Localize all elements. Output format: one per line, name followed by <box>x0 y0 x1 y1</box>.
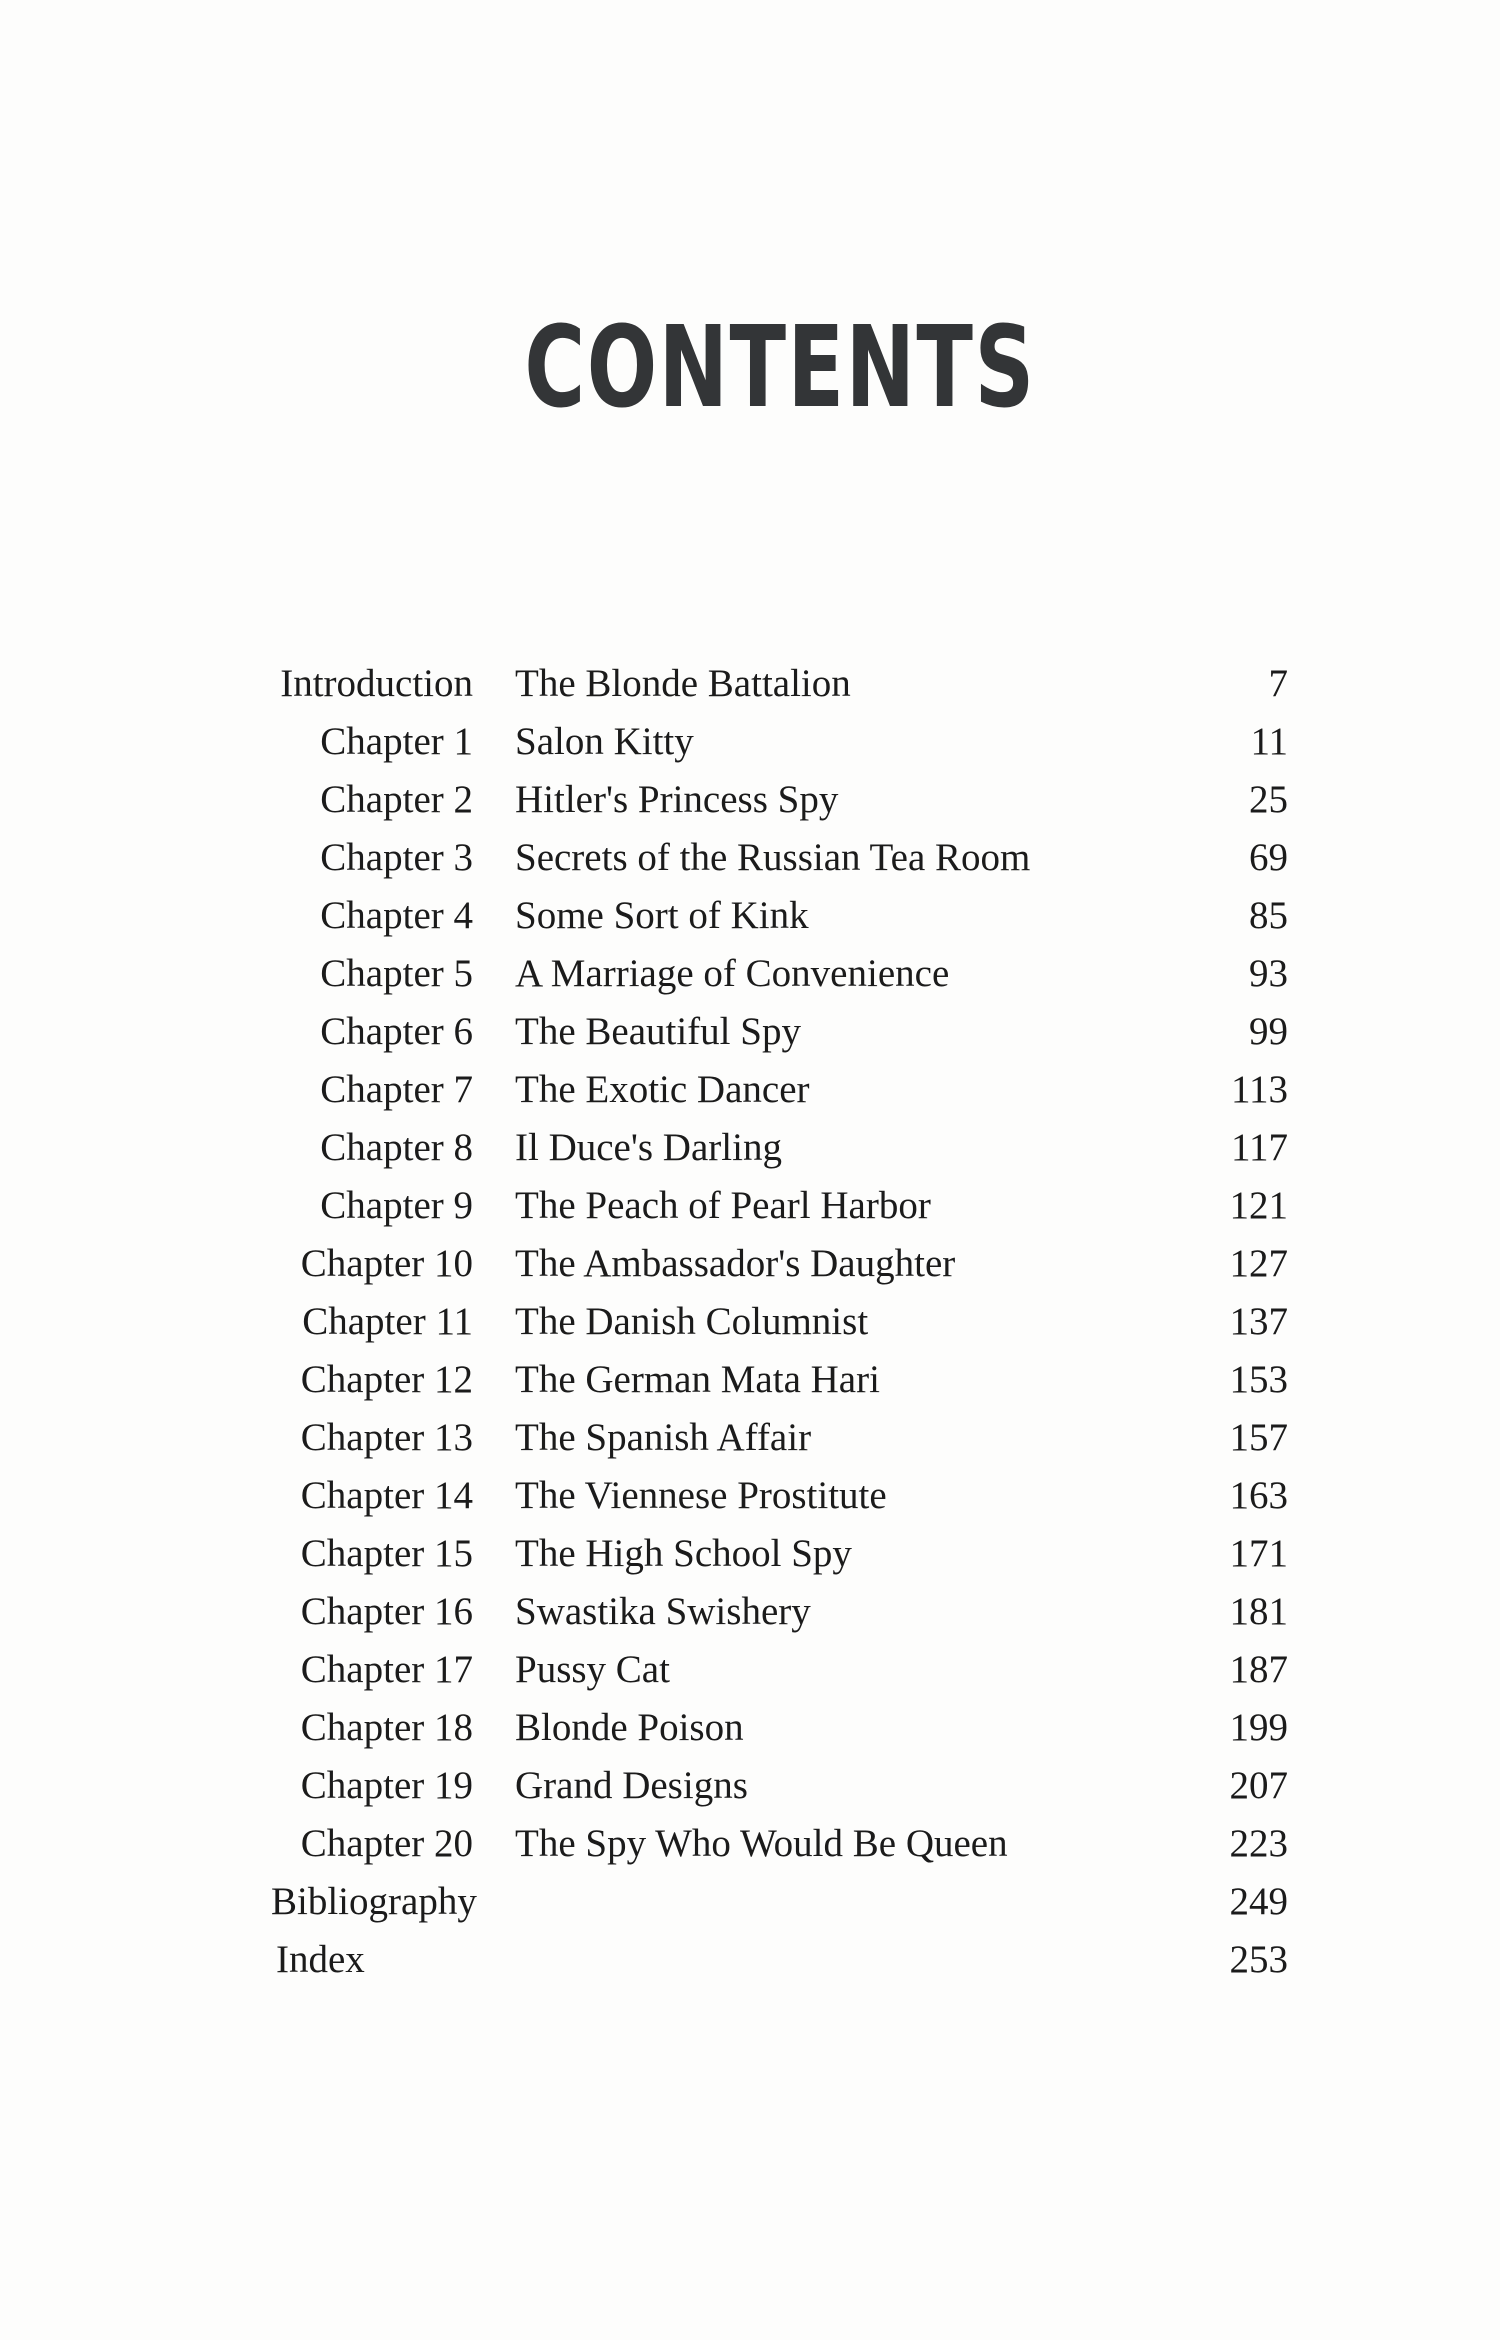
toc-entry-chapter-14[interactable] <box>0 1467 1500 1525</box>
entry-label: Chapter 17 <box>300 1648 473 1691</box>
entry-title: Salon Kitty <box>515 720 694 763</box>
entry-page-number: 93 <box>1249 952 1288 995</box>
toc-entry-chapter-4[interactable] <box>0 887 1500 945</box>
entry-label: Chapter 18 <box>300 1706 473 1749</box>
entry-label: Chapter 12 <box>300 1358 473 1401</box>
entry-title: Hitler's Princess Spy <box>515 778 839 821</box>
entry-label: Chapter 15 <box>300 1532 473 1575</box>
toc-entry-chapter-6[interactable] <box>0 1003 1500 1061</box>
entry-label: Chapter 20 <box>300 1822 473 1865</box>
toc-entry-bibliography[interactable] <box>0 1873 1500 1931</box>
toc-entry-chapter-2[interactable] <box>0 771 1500 829</box>
entry-page-number: 121 <box>1229 1184 1288 1227</box>
table-of-contents <box>0 655 1500 1989</box>
entry-title: The German Mata Hari <box>515 1358 880 1401</box>
entry-page-number: 223 <box>1229 1822 1288 1865</box>
entry-label: Chapter 4 <box>320 894 473 937</box>
entry-page-number: 113 <box>1230 1068 1288 1111</box>
entry-label: Chapter 16 <box>300 1590 473 1633</box>
entry-page-number: 171 <box>1229 1532 1288 1575</box>
entry-title: Some Sort of Kink <box>515 894 809 937</box>
entry-title: Blonde Poison <box>515 1706 744 1749</box>
entry-page-number: 85 <box>1249 894 1288 937</box>
entry-title: Pussy Cat <box>515 1648 670 1691</box>
entry-title: Il Duce's Darling <box>515 1126 782 1169</box>
entry-title: The Blonde Battalion <box>515 662 851 705</box>
entry-page-number: 11 <box>1250 720 1288 763</box>
toc-entry-chapter-7[interactable] <box>0 1061 1500 1119</box>
entry-label: Chapter 3 <box>320 836 473 879</box>
entry-label: Chapter 6 <box>320 1010 473 1053</box>
entry-label: Index <box>276 1938 365 1981</box>
toc-entry-chapter-12[interactable] <box>0 1351 1500 1409</box>
entry-label: Chapter 5 <box>320 952 473 995</box>
entry-title: The Spanish Affair <box>515 1416 812 1459</box>
entry-page-number: 137 <box>1229 1300 1288 1343</box>
entry-page-number: 69 <box>1249 836 1288 879</box>
toc-entry-chapter-5[interactable] <box>0 945 1500 1003</box>
entry-label: Bibliography <box>271 1880 477 1923</box>
entry-label: Chapter 13 <box>300 1416 473 1459</box>
entry-page-number: 249 <box>1229 1880 1288 1923</box>
entry-title: Secrets of the Russian Tea Room <box>515 836 1031 879</box>
entry-title: The Exotic Dancer <box>515 1068 810 1111</box>
toc-entry-chapter-17[interactable] <box>0 1641 1500 1699</box>
entry-title: The Spy Who Would Be Queen <box>515 1822 1008 1865</box>
page-title: CONTENTS <box>524 303 1036 433</box>
entry-page-number: 117 <box>1230 1126 1288 1169</box>
entry-label: Chapter 10 <box>300 1242 473 1285</box>
entry-page-number: 7 <box>1268 662 1288 705</box>
entry-label: Chapter 7 <box>320 1068 473 1111</box>
entry-title: The Peach of Pearl Harbor <box>515 1184 931 1227</box>
toc-entry-chapter-8[interactable] <box>0 1119 1500 1177</box>
entry-title: The Ambassador's Daughter <box>515 1242 956 1285</box>
entry-page-number: 181 <box>1229 1590 1288 1633</box>
toc-entry-chapter-15[interactable] <box>0 1525 1500 1583</box>
entry-page-number: 99 <box>1249 1010 1288 1053</box>
entry-title: Swastika Swishery <box>515 1590 811 1633</box>
entry-label: Chapter 8 <box>320 1126 473 1169</box>
entry-page-number: 199 <box>1229 1706 1288 1749</box>
entry-page-number: 153 <box>1229 1358 1288 1401</box>
toc-entry-chapter-10[interactable] <box>0 1235 1500 1293</box>
entry-page-number: 25 <box>1249 778 1288 821</box>
toc-entry-chapter-1[interactable] <box>0 713 1500 771</box>
entry-label: Chapter 19 <box>300 1764 473 1807</box>
entry-page-number: 207 <box>1229 1764 1288 1807</box>
entry-page-number: 157 <box>1229 1416 1288 1459</box>
entry-title: A Marriage of Convenience <box>515 952 950 995</box>
entry-title: The High School Spy <box>515 1532 852 1575</box>
toc-entry-chapter-13[interactable] <box>0 1409 1500 1467</box>
entry-title: The Danish Columnist <box>515 1300 869 1343</box>
entry-label: Introduction <box>280 662 473 705</box>
entry-page-number: 127 <box>1229 1242 1288 1285</box>
toc-entry-chapter-9[interactable] <box>0 1177 1500 1235</box>
toc-entry-chapter-3[interactable] <box>0 829 1500 887</box>
toc-entry-chapter-16[interactable] <box>0 1583 1500 1641</box>
entry-title: Grand Designs <box>515 1764 748 1807</box>
toc-entry-index[interactable] <box>0 1931 1500 1989</box>
toc-entry-chapter-11[interactable] <box>0 1293 1500 1351</box>
entry-page-number: 253 <box>1229 1938 1288 1981</box>
entry-page-number: 187 <box>1229 1648 1288 1691</box>
entry-label: Chapter 14 <box>300 1474 473 1517</box>
entry-label: Chapter 9 <box>320 1184 473 1227</box>
toc-entry-introduction[interactable] <box>0 655 1500 713</box>
entry-label: Chapter 1 <box>320 720 473 763</box>
toc-entry-chapter-19[interactable] <box>0 1757 1500 1815</box>
entry-title: The Viennese Prostitute <box>515 1474 887 1517</box>
entry-label: Chapter 2 <box>320 778 473 821</box>
entry-title: The Beautiful Spy <box>515 1010 801 1053</box>
entry-label: Chapter 11 <box>302 1300 473 1343</box>
entry-page-number: 163 <box>1229 1474 1288 1517</box>
toc-entry-chapter-18[interactable] <box>0 1699 1500 1757</box>
toc-entry-chapter-20[interactable] <box>0 1815 1500 1873</box>
